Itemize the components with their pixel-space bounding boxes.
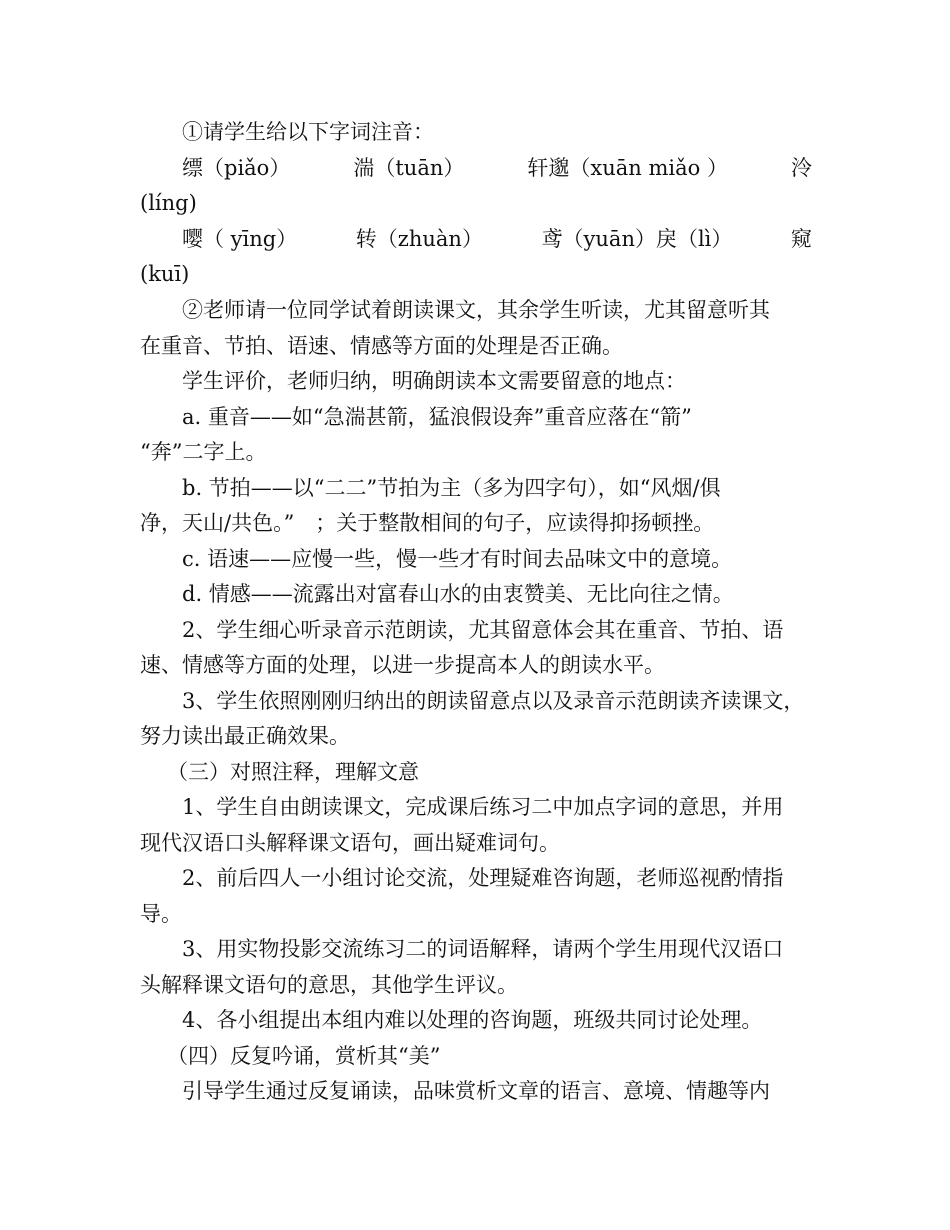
text-line: 2、前后四人一小组讨论交流，处理疑难咨询题，老师巡视酌情指: [182, 866, 784, 890]
text-line: 在重音、节拍、语速、情感等方面的处理是否正确。: [140, 334, 623, 358]
pinyin-item: 鸢（yuān）戾（lì）: [541, 227, 733, 251]
text-line: 引导学生通过反复诵读，品味赏析文章的语言、意境、情趣等内: [182, 1079, 770, 1103]
text-line: 净，天山/共色。” ；关于整散相间的句子，应读得抑扬顿挫。: [140, 511, 715, 535]
pinyin-row: [182, 153, 812, 183]
text-line: (líng): [140, 191, 197, 215]
pinyin-row: [182, 224, 812, 254]
pinyin-item: 泠: [791, 156, 812, 180]
text-line: 3、学生依照刚刚归纳出的朗读留意点以及录音示范朗读齐读课文，: [182, 689, 805, 713]
text-line: ①请学生给以下字词注音：: [182, 120, 434, 144]
text-line: d. 情感——流露出对富春山水的由衷赞美、无比向往之情。: [182, 582, 734, 606]
section-heading: （四）反复吟诵，赏析其“美”: [167, 1044, 441, 1068]
text-line: “奔”二字上。: [140, 440, 267, 464]
text-line: ②老师请一位同学试着朗读课文，其余学生听读，尤其留意听其: [182, 298, 770, 322]
pinyin-item: 湍（tuān）: [353, 156, 465, 180]
text-line: 2、学生细心听录音示范朗读，尤其留意体会其在重音、节拍、语: [182, 618, 784, 642]
text-line: 努力读出最正确效果。: [140, 724, 350, 748]
text-line: 4、各小组提出本组内难以处理的咨询题，班级共同讨论处理。: [182, 1008, 763, 1032]
text-line: 1、学生自由朗读课文，完成课后练习二中加点字词的意思，并用: [182, 795, 784, 819]
text-line: c. 语速——应慢一些，慢一些才有时间去品味文中的意境。: [182, 547, 733, 571]
text-line: 头解释课文语句的意思，其他学生评议。: [140, 973, 518, 997]
pinyin-item: 轩邈（xuān miǎo ）: [527, 156, 728, 180]
text-line: 速、情感等方面的处理，以进一步提高本人的朗读水平。: [140, 653, 665, 677]
pinyin-item: 缥（piǎo）: [182, 156, 291, 180]
text-line: 导。: [140, 902, 182, 926]
text-line: (kuī): [140, 262, 190, 286]
text-line: 现代汉语口头解释课文语句，画出疑难词句。: [140, 831, 560, 855]
pinyin-item: 窥: [790, 227, 812, 251]
text-line: a. 重音——如“急湍甚箭，猛浪假设奔”重音应落在“箭”: [182, 405, 692, 429]
section-heading: （三）对照注释，理解文意: [167, 760, 419, 784]
text-line: 学生评价，老师归纳，明确朗读本文需要留意的地点：: [182, 369, 686, 393]
pinyin-item: 嘤（ yīng）: [182, 227, 298, 251]
pinyin-item: 转（zhuàn）: [355, 227, 483, 251]
text-line: 3、用实物投影交流练习二的词语解释，请两个学生用现代汉语口: [182, 937, 784, 961]
text-line: b. 节拍——以“二二”节拍为主（多为四字句），如“风烟/俱: [182, 476, 721, 500]
